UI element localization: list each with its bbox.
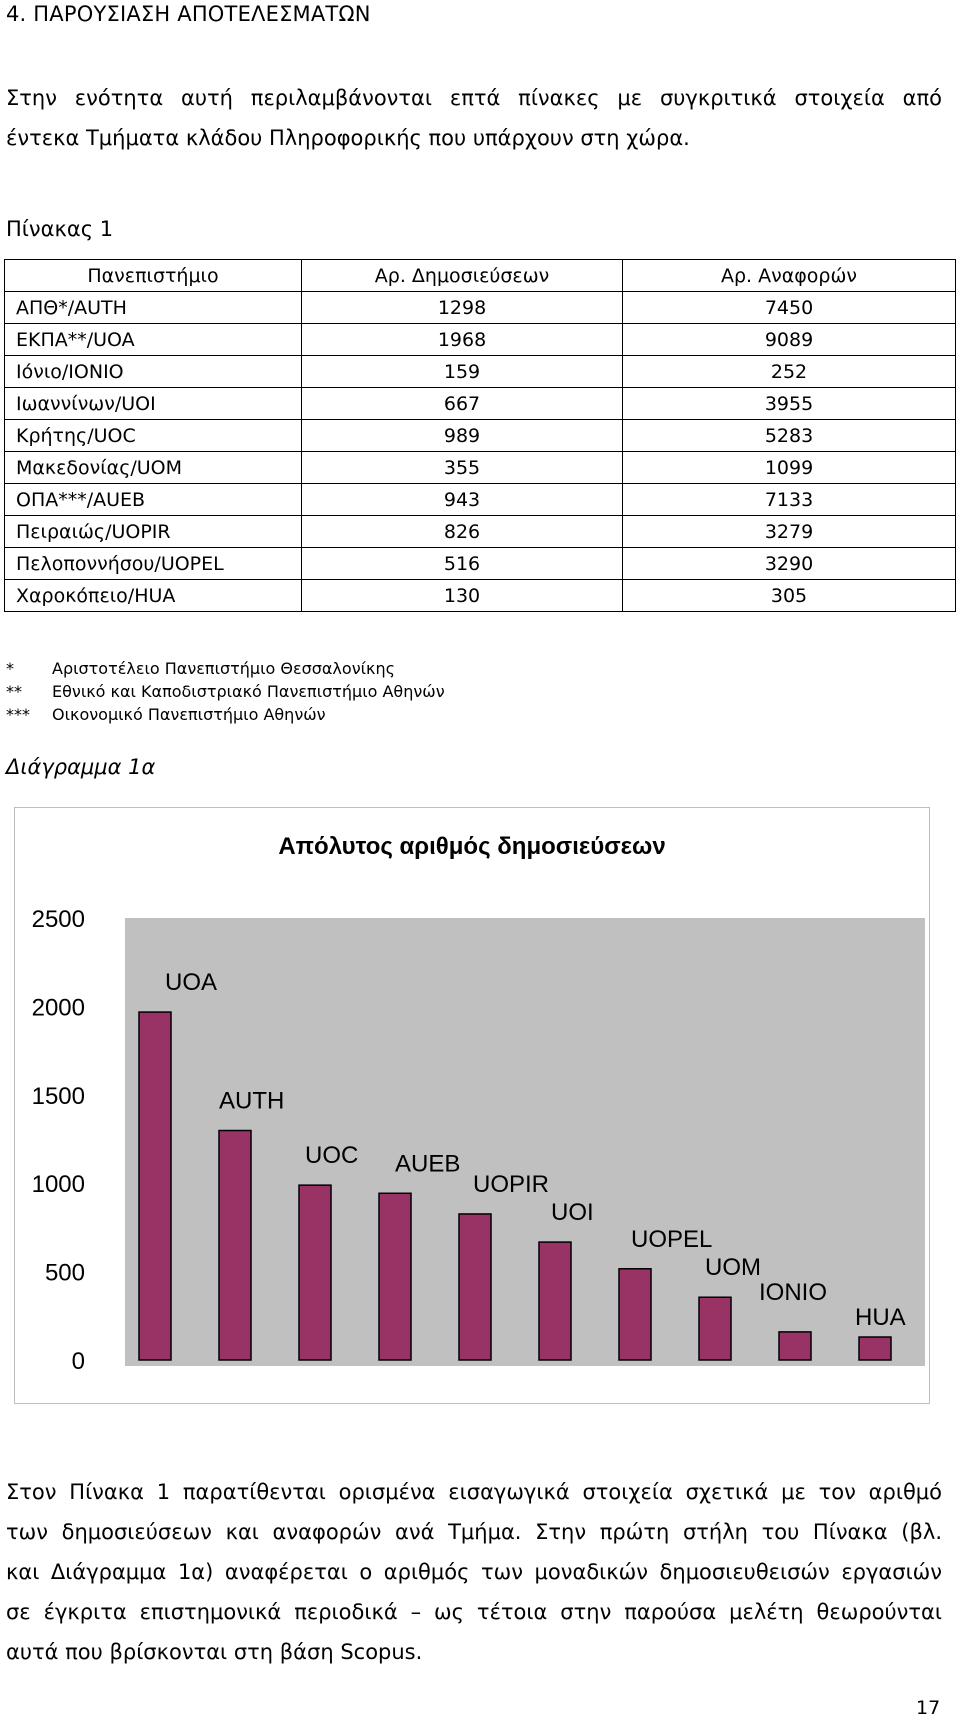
- table-row: [5, 484, 956, 516]
- diagram-caption: Διάγραμμα 1α: [6, 755, 156, 779]
- cell-university: Πειραιώς/UOPIR: [5, 516, 302, 548]
- bar-uoi: [539, 1242, 571, 1360]
- cell-citations: 3290: [623, 548, 956, 580]
- chart-title: Απόλυτος αριθμός δημοσιεύσεων: [278, 833, 666, 860]
- cell-university: Κρήτης/UOC: [5, 420, 302, 452]
- bar-label: UOI: [551, 1199, 594, 1227]
- cell-university: Πελοποννήσου/UOPEL: [5, 548, 302, 580]
- chart-container: [14, 807, 930, 1404]
- table-row: [5, 420, 956, 452]
- footnote: [6, 703, 445, 726]
- bar-uoa: [139, 1012, 171, 1360]
- bar-label: UOPEL: [631, 1225, 713, 1253]
- bar-label: HUA: [855, 1304, 906, 1332]
- cell-publications: 826: [302, 516, 623, 548]
- header-citations: Αρ. Αναφορών: [623, 260, 956, 292]
- cell-citations: 7133: [623, 484, 956, 516]
- y-tick-label: 1000: [31, 1171, 85, 1199]
- bar-uopel: [619, 1269, 651, 1360]
- bar-label: AUEB: [395, 1150, 461, 1178]
- cell-publications: 130: [302, 580, 623, 612]
- footnote-mark: ***: [6, 705, 30, 724]
- bar-label: UOM: [705, 1254, 761, 1282]
- table-row: [5, 388, 956, 420]
- y-tick-label: 2500: [31, 906, 85, 933]
- footnote-text: Εθνικό και Καποδιστριακό Πανεπιστήμιο Αθηνών: [52, 682, 445, 701]
- table-row: [5, 516, 956, 548]
- closing-line-3: και Διάγραμμα 1α) αναφέρεται ο αριθμός των μοναδικών δημοσιευθεισών εργασιών: [6, 1560, 942, 1584]
- cell-citations: 1099: [623, 452, 956, 484]
- cell-citations: 252: [623, 356, 956, 388]
- table-row: [5, 580, 956, 612]
- footnotes: [6, 657, 445, 726]
- cell-publications: 1298: [302, 292, 623, 324]
- cell-publications: 516: [302, 548, 623, 580]
- cell-university: Χαροκόπειο/HUA: [5, 580, 302, 612]
- cell-university: ΟΠΑ***/AUEB: [5, 484, 302, 516]
- section-heading: 4. ΠΑΡΟΥΣΙΑΣΗ ΑΠΟΤΕΛΕΣΜΑΤΩΝ: [6, 2, 371, 26]
- bar-label: UOA: [165, 969, 218, 997]
- bar-hua: [859, 1337, 891, 1360]
- cell-publications: 355: [302, 452, 623, 484]
- y-tick-label: 2000: [31, 994, 85, 1022]
- cell-citations: 9089: [623, 324, 956, 356]
- cell-university: ΑΠΘ*/AUTH: [5, 292, 302, 324]
- footnote: [6, 657, 445, 680]
- y-tick-label: 500: [44, 1259, 85, 1287]
- cell-publications: 667: [302, 388, 623, 420]
- cell-citations: 5283: [623, 420, 956, 452]
- bar-label: UOPIR: [473, 1170, 550, 1198]
- bar-label: IONIO: [759, 1278, 828, 1306]
- footnote-text: Αριστοτέλειο Πανεπιστήμιο Θεσσαλονίκης: [52, 659, 395, 678]
- closing-line-2: των δημοσιεύσεων και αναφορών ανά Τμήμα. Στην πρώτη στήλη του Πίνακα (βλ.: [6, 1520, 942, 1544]
- footnote-mark: **: [6, 682, 22, 701]
- cell-university: Ιωαννίνων/UOI: [5, 388, 302, 420]
- cell-citations: 7450: [623, 292, 956, 324]
- cell-university: Μακεδονίας/UOM: [5, 452, 302, 484]
- bar-auth: [219, 1131, 251, 1360]
- cell-citations: 3955: [623, 388, 956, 420]
- closing-line-1: Στον Πίνακα 1 παρατίθενται ορισμένα εισαγωγικά στοιχεία σχετικά με τον αριθμό: [6, 1480, 942, 1504]
- table-row: [5, 548, 956, 580]
- cell-citations: 3279: [623, 516, 956, 548]
- footnote-text: Οικονομικό Πανεπιστήμιο Αθηνών: [52, 705, 326, 724]
- intro-line-2: έντεκα Τμήματα κλάδου Πληροφορικής που υπάρχουν στη χώρα.: [6, 126, 690, 150]
- cell-university: ΕΚΠΑ**/UOA: [5, 324, 302, 356]
- table-row: [5, 324, 956, 356]
- page-number: 17: [916, 1697, 941, 1719]
- cell-publications: 159: [302, 356, 623, 388]
- closing-line-5: αυτά που βρίσκονται στη βάση Scopus.: [6, 1640, 423, 1664]
- cell-citations: 305: [623, 580, 956, 612]
- table-caption: Πίνακας 1: [6, 217, 114, 241]
- bar-label: UOC: [305, 1142, 359, 1170]
- cell-publications: 1968: [302, 324, 623, 356]
- table-row: [5, 292, 956, 324]
- intro-line-1: Στην ενότητα αυτή περιλαμβάνονται επτά πίνακες με συγκριτικά στοιχεία από: [6, 86, 942, 110]
- table-header-row: [5, 260, 956, 292]
- table-row: [5, 356, 956, 388]
- header-university: Πανεπιστήμιο: [5, 260, 302, 292]
- bar-ionio: [779, 1332, 811, 1360]
- y-tick-label: 1500: [31, 1082, 85, 1110]
- bar-uoc: [299, 1185, 331, 1360]
- cell-publications: 989: [302, 420, 623, 452]
- footnote-mark: *: [6, 659, 14, 678]
- bar-chart: [15, 808, 929, 1403]
- publications-table: [4, 259, 956, 612]
- cell-publications: 943: [302, 484, 623, 516]
- y-axis: [32, 906, 85, 1375]
- header-publications: Αρ. Δημοσιεύσεων: [302, 260, 623, 292]
- bar-aueb: [379, 1193, 411, 1360]
- closing-line-4: σε έγκριτα επιστημονικά περιοδικά – ως τέτοια στην παρούσα μελέτη θεωρούνται: [6, 1600, 942, 1624]
- bar-uopir: [459, 1214, 491, 1360]
- footnote: [6, 680, 445, 703]
- y-tick-label: 0: [71, 1348, 85, 1375]
- bar-uom: [699, 1297, 731, 1360]
- bar-label: AUTH: [219, 1087, 285, 1115]
- cell-university: Ιόνιο/IONIO: [5, 356, 302, 388]
- table-row: [5, 452, 956, 484]
